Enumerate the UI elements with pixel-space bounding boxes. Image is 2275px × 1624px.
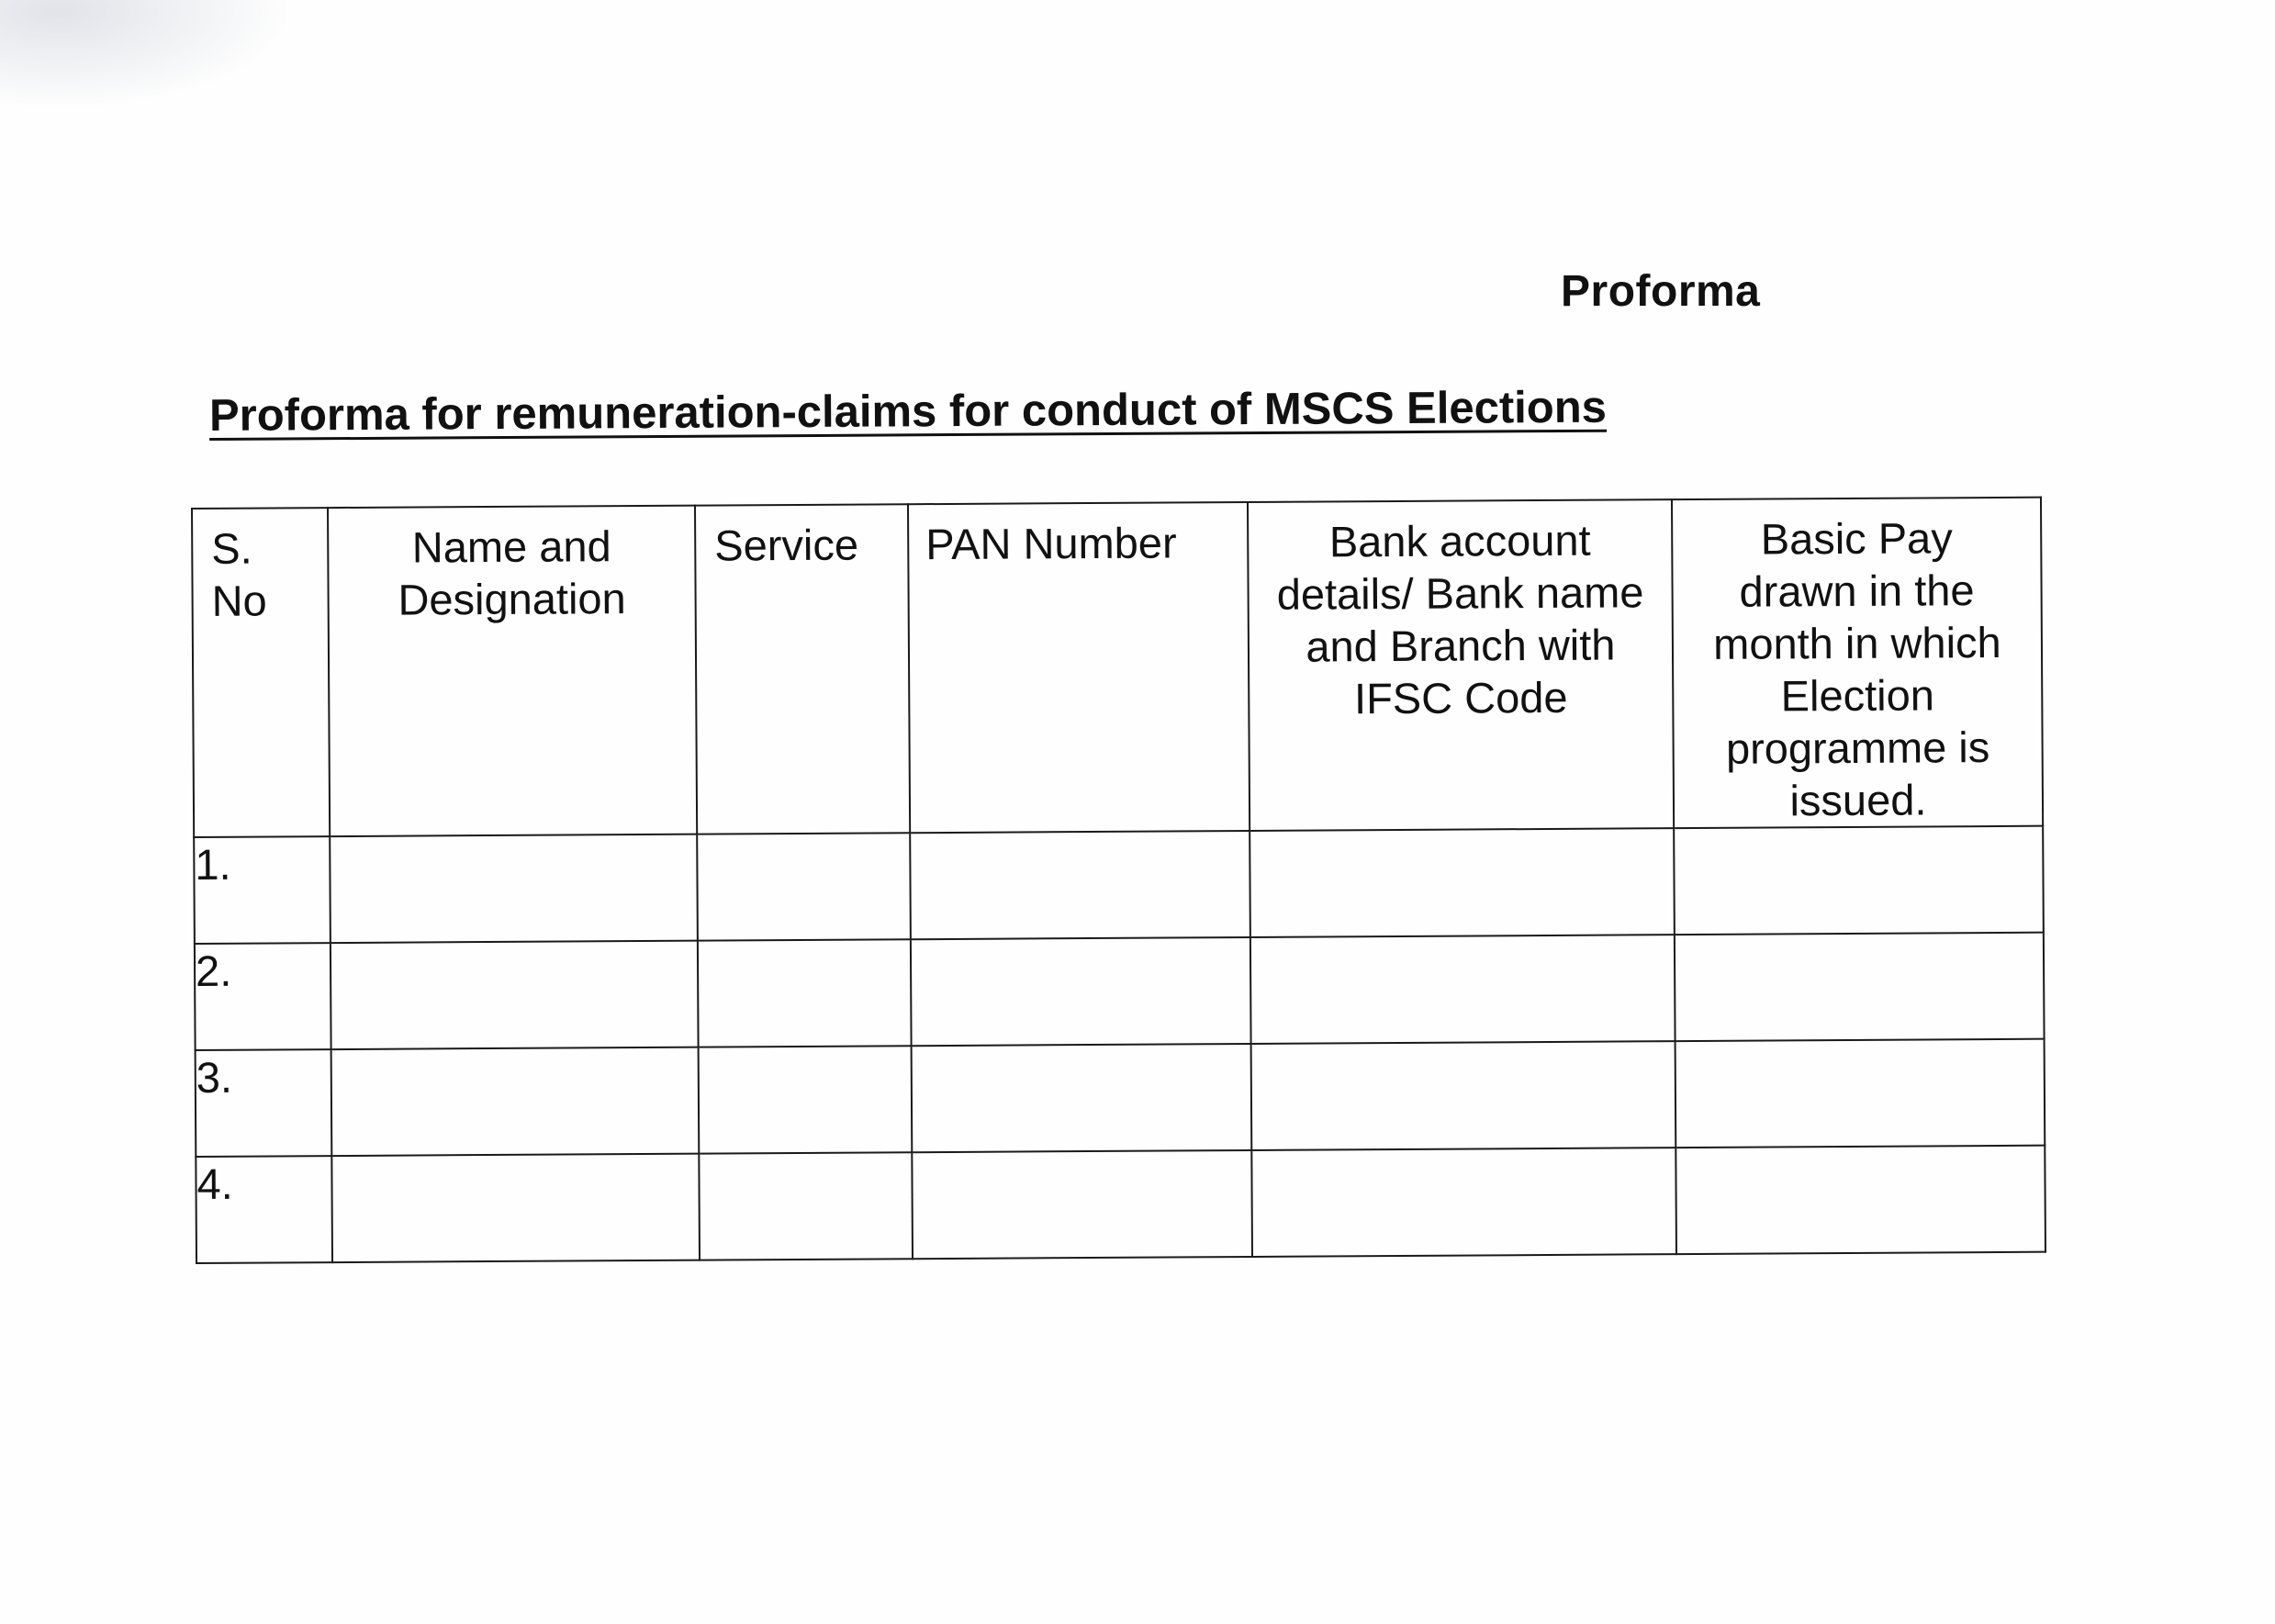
cell-bank-details[interactable] bbox=[1251, 1148, 1676, 1257]
cell-basic-pay[interactable] bbox=[1675, 933, 2045, 1041]
column-header-name-designation: Name and Designation bbox=[328, 506, 697, 836]
cell-basic-pay[interactable] bbox=[1675, 1039, 2045, 1148]
cell-basic-pay[interactable] bbox=[1675, 1146, 2045, 1254]
cell-name-designation[interactable] bbox=[331, 941, 699, 1049]
cell-service[interactable] bbox=[698, 939, 912, 1047]
cell-service[interactable] bbox=[699, 1152, 913, 1260]
remuneration-claims-table bbox=[191, 497, 2046, 1264]
cell-service[interactable] bbox=[699, 1046, 913, 1153]
cell-sno: 4. bbox=[196, 1156, 332, 1263]
scan-artifact bbox=[0, 0, 294, 110]
cell-pan-number[interactable] bbox=[912, 1150, 1252, 1259]
cell-sno: 2. bbox=[195, 943, 331, 1050]
cell-name-designation[interactable] bbox=[330, 834, 698, 943]
table-row bbox=[196, 1146, 2045, 1263]
cell-basic-pay[interactable] bbox=[1674, 826, 2044, 935]
cell-bank-details[interactable] bbox=[1250, 828, 1675, 937]
column-header-basic-pay: Basic Pay drawn in the month in which Election programme is issued. bbox=[1672, 498, 2043, 828]
cell-bank-details[interactable] bbox=[1251, 1041, 1676, 1150]
column-header-sno: S. No bbox=[192, 508, 330, 837]
cell-name-designation[interactable] bbox=[331, 1154, 700, 1262]
document-title: Proforma for remuneration-claims for conduct of MSCS Elections bbox=[208, 382, 1608, 441]
cell-sno: 3. bbox=[196, 1049, 332, 1157]
column-header-bank-details: Bank account details/ Bank name and Branch with IFSC Code bbox=[1248, 499, 1674, 831]
cell-name-designation[interactable] bbox=[331, 1047, 700, 1156]
cell-sno: 1. bbox=[194, 836, 331, 944]
table-row bbox=[196, 1039, 2045, 1157]
table-row bbox=[194, 826, 2044, 944]
cell-bank-details[interactable] bbox=[1250, 935, 1675, 1044]
cell-pan-number[interactable] bbox=[912, 1044, 1252, 1152]
column-header-pan-number: PAN Number bbox=[908, 502, 1250, 833]
cell-pan-number[interactable] bbox=[911, 937, 1251, 1046]
table-row bbox=[195, 933, 2045, 1050]
column-header-service: Service bbox=[695, 504, 910, 834]
table-header-row bbox=[192, 498, 2043, 837]
cell-pan-number[interactable] bbox=[910, 831, 1250, 939]
proforma-label: Proforma bbox=[1561, 267, 1761, 316]
cell-service[interactable] bbox=[697, 833, 911, 940]
